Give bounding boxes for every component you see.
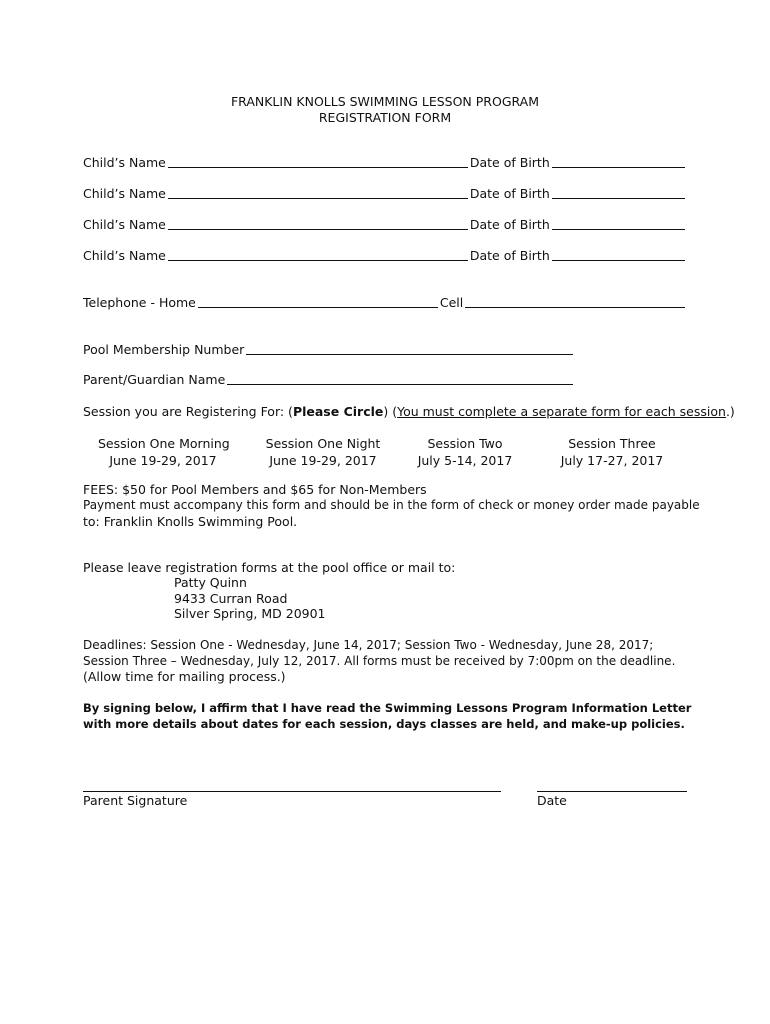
session-prompt — [83, 404, 735, 419]
mailing-city: Silver Spring, MD 20901 — [174, 606, 326, 621]
child-name-field[interactable] — [168, 186, 468, 199]
separate-form-note: You must complete a separate form for each session — [397, 404, 726, 419]
child-name-label: Child’s Name — [83, 217, 166, 232]
deadlines-line1: Deadlines: Session One - Wednesday, June 14, 2017; Session Two - Wednesday, June 28, 2017; — [83, 638, 654, 652]
child-row — [83, 248, 687, 263]
session-prompt-mid: ) ( — [383, 404, 398, 419]
dob-label: Date of Birth — [469, 248, 550, 263]
child-name-field[interactable] — [168, 155, 468, 168]
dob-field[interactable] — [552, 217, 685, 230]
mailing-intro: Please leave registration forms at the pool office or mail to: — [83, 560, 456, 575]
session-option-two[interactable] — [400, 435, 530, 469]
pool-membership-row — [83, 342, 575, 357]
payable-to-line: to: Franklin Knolls Swimming Pool. — [83, 514, 298, 529]
affirmation-line1: By signing below, I affirm that I have read the Swimming Lessons Program Information Letter — [83, 701, 692, 715]
child-row — [83, 155, 687, 170]
telephone-home-field[interactable] — [198, 295, 438, 308]
child-row — [83, 217, 687, 232]
child-name-label: Child’s Name — [83, 248, 166, 263]
parent-guardian-row — [83, 372, 575, 387]
deadlines-line3: (Allow time for mailing process.) — [83, 669, 286, 684]
cell-field[interactable] — [465, 295, 685, 308]
mailing-street: 9433 Curran Road — [174, 591, 288, 606]
parent-guardian-field[interactable] — [227, 372, 573, 385]
signature-date-field[interactable] — [537, 790, 687, 792]
dob-label: Date of Birth — [469, 155, 550, 170]
session-dates: July 5-14, 2017 — [417, 453, 513, 468]
form-title-line1: FRANKLIN KNOLLS SWIMMING LESSON PROGRAM — [230, 94, 540, 109]
telephone-row — [83, 295, 687, 310]
dob-field[interactable] — [552, 155, 685, 168]
parent-guardian-label: Parent/Guardian Name — [83, 372, 226, 387]
parent-signature-field[interactable] — [83, 790, 501, 792]
telephone-home-label: Telephone - Home — [83, 295, 196, 310]
session-name: Session Three — [568, 436, 656, 451]
affirmation-line2: with more details about dates for each session, days classes are held, and make-up policies. — [83, 717, 685, 731]
child-name-label: Child’s Name — [83, 155, 166, 170]
pool-membership-field[interactable] — [246, 342, 573, 355]
session-prompt-end: .) — [725, 404, 735, 419]
child-name-field[interactable] — [168, 248, 468, 261]
session-option-three[interactable] — [547, 435, 677, 469]
form-title-line2: REGISTRATION FORM — [318, 110, 452, 125]
session-option-one-night[interactable] — [258, 435, 388, 469]
pool-membership-label: Pool Membership Number — [83, 342, 245, 357]
child-name-label: Child’s Name — [83, 186, 166, 201]
please-circle-text: Please Circle — [292, 404, 384, 419]
child-row — [83, 186, 687, 201]
session-name: Session One Morning — [98, 436, 230, 451]
child-name-field[interactable] — [168, 217, 468, 230]
payment-line: Payment must accompany this form and should be in the form of check or money order made payable — [83, 498, 700, 512]
session-prompt-lead: Session you are Registering For: ( — [83, 404, 293, 419]
session-option-one-morning[interactable] — [98, 435, 228, 469]
dob-field[interactable] — [552, 186, 685, 199]
deadlines-line2: Session Three – Wednesday, July 12, 2017. All forms must be received by 7:00pm on the deadline. — [83, 654, 676, 668]
cell-label: Cell — [439, 295, 464, 310]
session-dates: July 17-27, 2017 — [560, 453, 664, 468]
session-dates: June 19-29, 2017 — [109, 453, 217, 468]
session-name: Session Two — [427, 436, 503, 451]
session-dates: June 19-29, 2017 — [269, 453, 377, 468]
mailing-name: Patty Quinn — [174, 575, 247, 590]
signature-date-label: Date — [537, 793, 567, 808]
session-name: Session One Night — [265, 436, 381, 451]
dob-label: Date of Birth — [469, 186, 550, 201]
fees-line: FEES: $50 for Pool Members and $65 for Non-Members — [83, 482, 427, 497]
parent-signature-label: Parent Signature — [83, 793, 188, 808]
dob-field[interactable] — [552, 248, 685, 261]
dob-label: Date of Birth — [469, 217, 550, 232]
